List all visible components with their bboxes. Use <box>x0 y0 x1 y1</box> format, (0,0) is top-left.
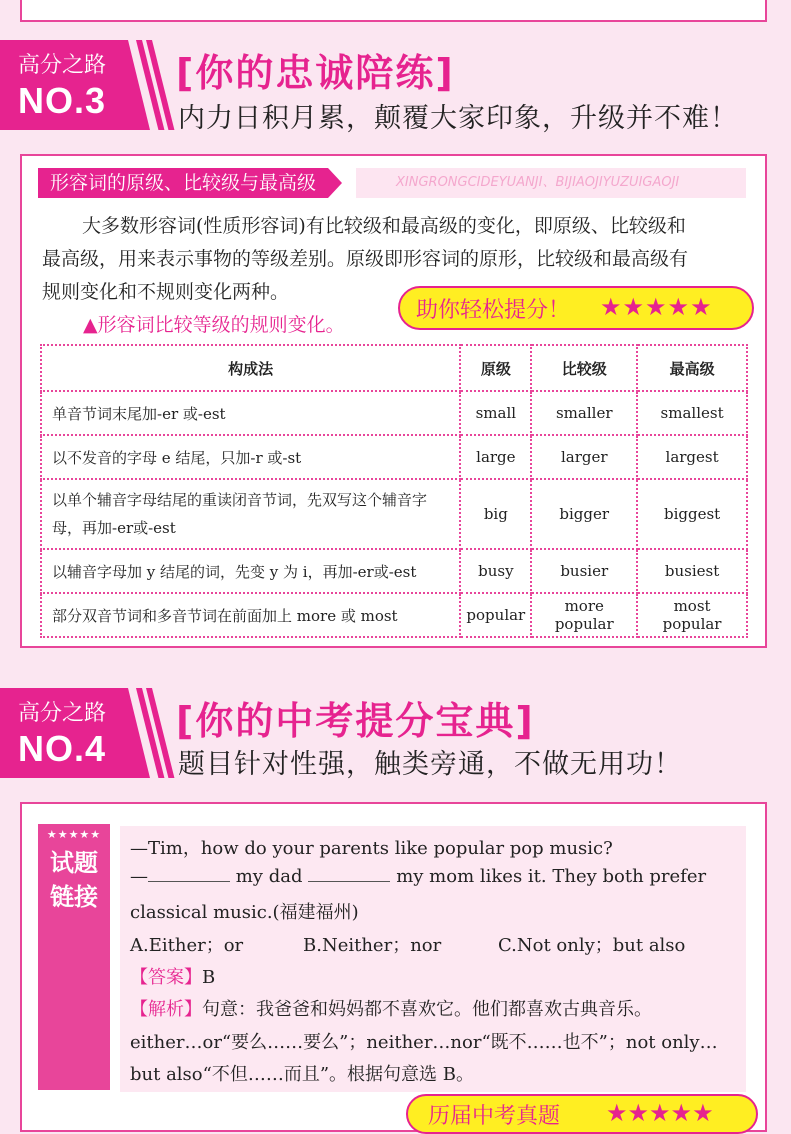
analysis-line-2: either…or“要么……要么”；neither…nor“既不……也不”；not only… <box>130 1032 718 1053</box>
table-row <box>41 391 747 435</box>
cell-method: 单音节词末尾加-er 或-est <box>41 391 460 435</box>
answer-label: 【答案】 <box>130 967 202 988</box>
grammar-tag-bar <box>38 168 746 198</box>
section-subtitle: 内力日积月累，颠覆大家印象，升级并不难！ <box>178 103 738 134</box>
para-line-1: 大多数形容词(性质形容词)有比较级和最高级的变化，即原级、比较级和 <box>82 215 686 237</box>
cell-method: 部分双音节词和多音节词在前面加上 more 或 most <box>41 593 460 637</box>
cell-superlative: most popular <box>637 593 747 637</box>
badge-number: NO.4 <box>18 728 107 769</box>
grammar-tag: 形容词的原级、比较级与最高级 <box>38 168 328 198</box>
option-c: C.Not only；but also <box>498 935 686 956</box>
table-row <box>41 479 747 549</box>
cell-superlative: smallest <box>637 391 747 435</box>
cell-comparative: more popular <box>531 593 637 637</box>
analysis-label: 【解析】 <box>130 999 202 1020</box>
section-subtitle: 题目针对性强，触类旁通，不做无用功！ <box>178 749 682 780</box>
header-superlative: 最高级 <box>637 345 747 391</box>
analysis-line-3: but also“不但……而且”。根据句意选 B。 <box>130 1064 474 1085</box>
table-row <box>41 549 747 593</box>
question-line-3: classical music.(福建福州) <box>130 902 359 923</box>
cell-comparative: bigger <box>531 479 637 549</box>
blank-2 <box>308 881 390 882</box>
grammar-pinyin: XINGRONGCIDEYUANJI、BIJIAOJIYUZUIGAOJI <box>356 168 746 198</box>
quiz-body <box>120 826 746 1092</box>
cell-positive: small <box>460 391 531 435</box>
stars-icon: ★★★★★ <box>46 828 102 841</box>
comparison-table <box>40 344 748 638</box>
rule-note: ▲形容词比较等级的规则变化。 <box>83 314 345 336</box>
section-badge-no4 <box>0 688 150 778</box>
badge-label: 高分之路 <box>18 701 107 726</box>
option-a: A.Either；or <box>130 935 244 956</box>
blank-1 <box>148 881 230 882</box>
question-line-1: —Tim，how do your parents like popular pop music? <box>130 838 613 859</box>
side-label-line1: 试题 <box>50 849 98 877</box>
question-line-2 <box>130 866 706 887</box>
cell-positive: popular <box>460 593 531 637</box>
cell-positive: large <box>460 435 531 479</box>
table-header-row <box>41 345 747 391</box>
table-row <box>41 593 747 637</box>
option-b: B.Neither；nor <box>303 935 442 956</box>
badge-label: 高分之路 <box>18 53 107 78</box>
section-badge-no3 <box>0 40 150 130</box>
cell-superlative: biggest <box>637 479 747 549</box>
bottom-badge <box>406 1094 758 1134</box>
para-line-2: 最高级，用来表示事物的等级差别。原级即形容词的原形，比较级和最高级有 <box>42 248 689 270</box>
section-title: [你的忠诚陪练] <box>176 51 455 95</box>
analysis-line-1 <box>130 995 652 1021</box>
table-row <box>41 435 747 479</box>
cell-comparative: larger <box>531 435 637 479</box>
star-rating-icon: ★★★★★ <box>606 1099 714 1127</box>
section-title: [你的中考提分宝典] <box>176 699 535 743</box>
cell-comparative: busier <box>531 549 637 593</box>
bottom-badge-text: 历届中考真题 <box>428 1104 561 1129</box>
cell-superlative: largest <box>637 435 747 479</box>
badge-number: NO.3 <box>18 80 107 121</box>
side-label-line2: 链接 <box>50 883 98 911</box>
para-line-3: 规则变化和不规则变化两种。 <box>42 281 290 303</box>
cell-method: 以单个辅音字母结尾的重读闭音节词，先双写这个辅音字母，再加-er或-est <box>41 479 460 549</box>
cell-method: 以不发音的字母 e 结尾，只加-r 或-st <box>41 435 460 479</box>
quiz-side-label <box>38 824 110 1090</box>
help-badge <box>398 286 754 330</box>
q2-end: my mom likes it. They both prefer <box>396 866 707 887</box>
cell-comparative: smaller <box>531 391 637 435</box>
cell-positive: busy <box>460 549 531 593</box>
q2-mid: my dad <box>235 866 303 887</box>
cell-method: 以辅音字母加 y 结尾的词，先变 y 为 i，再加-er或-est <box>41 549 460 593</box>
header-method: 构成法 <box>41 345 460 391</box>
cell-superlative: busiest <box>637 549 747 593</box>
previous-section-frame <box>20 0 767 22</box>
dash: — <box>130 866 148 887</box>
answer-line <box>130 963 215 989</box>
analysis-text-1: 句意：我爸爸和妈妈都不喜欢它。他们都喜欢古典音乐。 <box>202 999 652 1020</box>
answer-value: B <box>202 967 216 988</box>
star-rating-icon: ★★★★★ <box>600 293 713 321</box>
header-positive: 原级 <box>460 345 531 391</box>
header-comparative: 比较级 <box>531 345 637 391</box>
help-text: 助你轻松提分！ <box>416 298 571 323</box>
cell-positive: big <box>460 479 531 549</box>
